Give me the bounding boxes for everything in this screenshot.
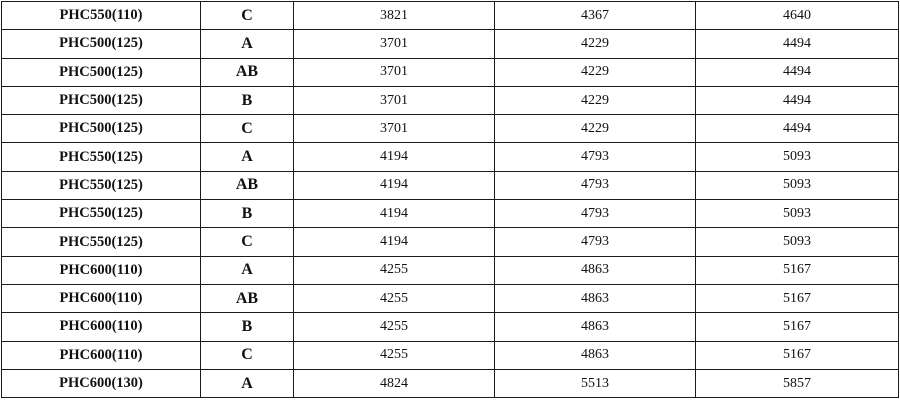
table-row — [2, 171, 899, 199]
value-cell-3: 5167 — [696, 313, 899, 341]
value-cell-3: 4494 — [696, 58, 899, 86]
value-cell-3: 5167 — [696, 256, 899, 284]
table-row — [2, 2, 899, 30]
table-row — [2, 58, 899, 86]
value-cell-3: 5093 — [696, 228, 899, 256]
value-cell-1: 3701 — [294, 58, 495, 86]
value-cell-3: 4494 — [696, 30, 899, 58]
value-cell-2: 4793 — [495, 200, 696, 228]
table-body — [2, 2, 899, 398]
grade-cell: C — [201, 2, 294, 30]
pile-model-cell: PHC550(125) — [2, 171, 201, 199]
pile-model-cell: PHC600(110) — [2, 256, 201, 284]
data-table-container — [1, 1, 898, 410]
value-cell-3: 4640 — [696, 2, 899, 30]
table-row — [2, 86, 899, 114]
pile-model-cell: PHC500(125) — [2, 30, 201, 58]
value-cell-2: 5513 — [495, 369, 696, 397]
value-cell-1: 4194 — [294, 200, 495, 228]
value-cell-2: 4793 — [495, 143, 696, 171]
grade-cell: B — [201, 313, 294, 341]
value-cell-3: 5093 — [696, 171, 899, 199]
table-row — [2, 341, 899, 369]
value-cell-1: 3701 — [294, 115, 495, 143]
value-cell-1: 3821 — [294, 2, 495, 30]
value-cell-3: 5093 — [696, 200, 899, 228]
value-cell-2: 4863 — [495, 313, 696, 341]
pile-model-cell: PHC500(125) — [2, 58, 201, 86]
value-cell-2: 4229 — [495, 58, 696, 86]
table-row — [2, 256, 899, 284]
value-cell-3: 5167 — [696, 341, 899, 369]
value-cell-3: 5857 — [696, 369, 899, 397]
table-row — [2, 228, 899, 256]
value-cell-2: 4229 — [495, 115, 696, 143]
value-cell-2: 4367 — [495, 2, 696, 30]
value-cell-2: 4863 — [495, 341, 696, 369]
table-row — [2, 115, 899, 143]
value-cell-3: 5167 — [696, 284, 899, 312]
value-cell-1: 4194 — [294, 143, 495, 171]
grade-cell: B — [201, 200, 294, 228]
table-row — [2, 313, 899, 341]
value-cell-3: 4494 — [696, 86, 899, 114]
value-cell-3: 5093 — [696, 143, 899, 171]
value-cell-1: 4255 — [294, 256, 495, 284]
pile-model-cell: PHC500(125) — [2, 86, 201, 114]
pile-model-cell: PHC600(130) — [2, 369, 201, 397]
value-cell-2: 4793 — [495, 228, 696, 256]
table-row — [2, 143, 899, 171]
value-cell-2: 4229 — [495, 30, 696, 58]
pile-model-cell: PHC500(125) — [2, 115, 201, 143]
grade-cell: AB — [201, 284, 294, 312]
pile-model-cell: PHC600(110) — [2, 313, 201, 341]
value-cell-3: 4494 — [696, 115, 899, 143]
grade-cell: C — [201, 228, 294, 256]
value-cell-1: 3701 — [294, 30, 495, 58]
pile-model-cell: PHC550(110) — [2, 2, 201, 30]
value-cell-1: 4255 — [294, 284, 495, 312]
value-cell-1: 4194 — [294, 228, 495, 256]
pile-model-cell: PHC550(125) — [2, 228, 201, 256]
value-cell-1: 4194 — [294, 171, 495, 199]
pile-model-cell: PHC550(125) — [2, 200, 201, 228]
table-row — [2, 30, 899, 58]
grade-cell: A — [201, 143, 294, 171]
grade-cell: AB — [201, 58, 294, 86]
value-cell-1: 4255 — [294, 341, 495, 369]
table-row — [2, 200, 899, 228]
value-cell-2: 4863 — [495, 256, 696, 284]
value-cell-1: 3701 — [294, 86, 495, 114]
table-row — [2, 369, 899, 397]
grade-cell: B — [201, 86, 294, 114]
grade-cell: A — [201, 30, 294, 58]
value-cell-2: 4229 — [495, 86, 696, 114]
pile-model-cell: PHC600(110) — [2, 284, 201, 312]
pile-model-cell: PHC550(125) — [2, 143, 201, 171]
grade-cell: A — [201, 256, 294, 284]
table-row — [2, 284, 899, 312]
value-cell-1: 4255 — [294, 313, 495, 341]
grade-cell: C — [201, 341, 294, 369]
value-cell-2: 4863 — [495, 284, 696, 312]
pile-data-table — [1, 1, 899, 398]
pile-model-cell: PHC600(110) — [2, 341, 201, 369]
grade-cell: C — [201, 115, 294, 143]
value-cell-1: 4824 — [294, 369, 495, 397]
value-cell-2: 4793 — [495, 171, 696, 199]
grade-cell: AB — [201, 171, 294, 199]
grade-cell: A — [201, 369, 294, 397]
